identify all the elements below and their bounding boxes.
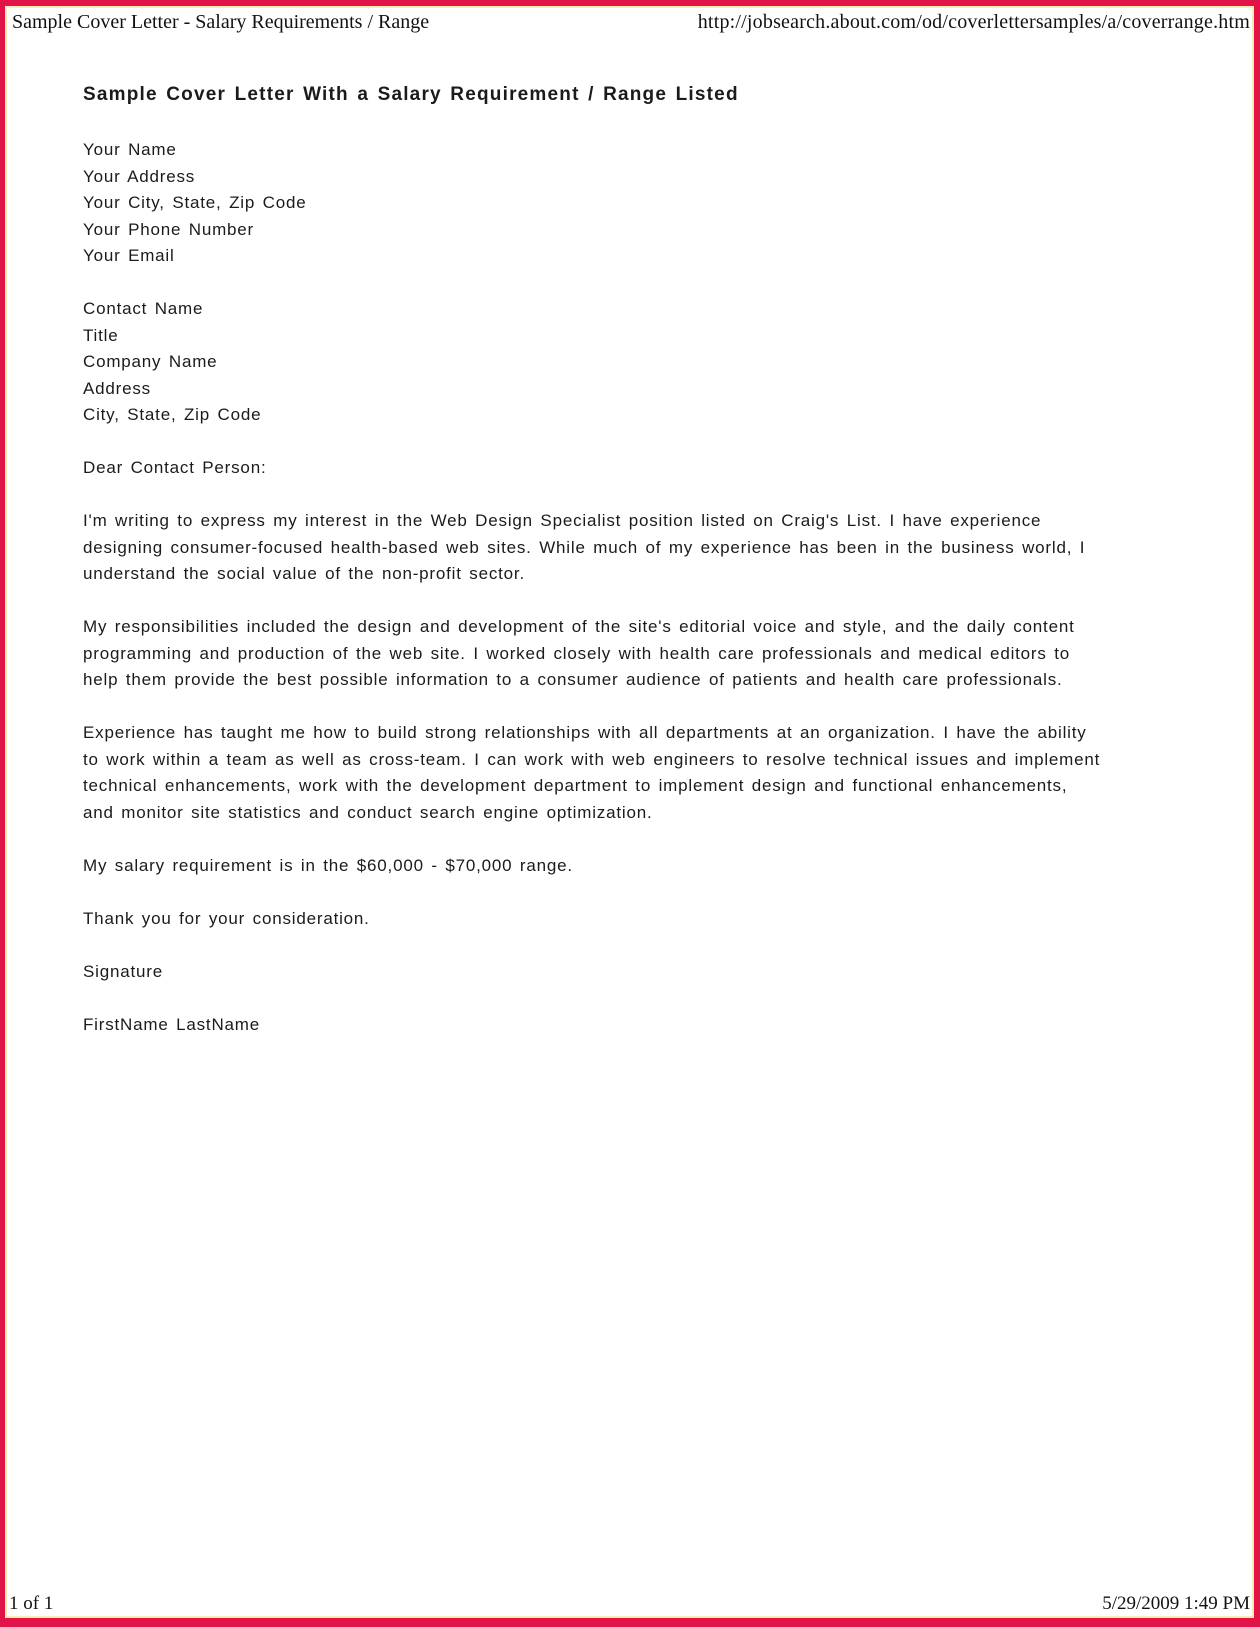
closing-line <box>83 906 1222 933</box>
paragraph-line: understand the social value of the non-profit sector. <box>83 564 525 583</box>
page-number: 1 of 1 <box>9 1593 54 1614</box>
paragraph-line: and monitor site statistics and conduct search engine optimization. <box>83 802 653 822</box>
recipient-city-line: City, State, Zip Code <box>83 405 262 424</box>
salutation-line <box>83 455 1222 482</box>
typed-name-line <box>83 1012 1222 1039</box>
recipient-title-line: Title <box>83 325 119 345</box>
closing-text: Thank you for your consideration. <box>83 908 370 928</box>
paragraph-line: My responsibilities included the design and development of the site's editorial voice and style, and the daily content <box>83 617 1075 636</box>
paragraph-interest <box>83 508 1222 588</box>
print-header <box>12 11 1250 34</box>
paragraph-responsibilities <box>83 614 1222 694</box>
paragraph-line: programming and production of the web site. I worked closely with health care professionals and medical editors to <box>83 643 1070 663</box>
paragraph-experience <box>83 720 1222 826</box>
recipient-name-line: Contact Name <box>83 299 204 318</box>
cover-letter-document <box>83 84 1222 1065</box>
sender-name-line: Your Name <box>83 140 177 159</box>
paragraph-line: to work within a team as well as cross-team. I can work with web engineers to resolve technical issues and implement <box>83 749 1101 769</box>
paragraph-line: help them provide the best possible information to a consumer audience of patients and health care professionals. <box>83 670 1063 689</box>
print-footer <box>9 1593 1250 1615</box>
signature-text: Signature <box>83 961 163 981</box>
paragraph-line: Experience has taught me how to build strong relationships with all departments at an organization. I have the ability <box>83 723 1087 742</box>
recipient-address-line: Address <box>83 378 151 398</box>
salary-text: My salary requirement is in the $60,000 - $70,000 range. <box>83 855 573 875</box>
sender-email-line: Your Email <box>83 246 175 265</box>
recipient-company-line: Company Name <box>83 352 218 371</box>
page-inner-frame <box>5 6 1254 1618</box>
print-header-url: http://jobsearch.about.com/od/coverlettersamples/a/coverrange.htm <box>697 11 1250 33</box>
salary-requirement-line <box>83 853 1222 880</box>
recipient-address-block <box>83 296 1222 429</box>
sender-city-line: Your City, State, Zip Code <box>83 193 307 212</box>
letter-heading: Sample Cover Letter With a Salary Requirement / Range Listed <box>83 84 739 105</box>
paragraph-line: I'm writing to express my interest in the Web Design Specialist position listed on Craig's List. I have experience <box>83 511 1042 530</box>
sender-address-block <box>83 137 1222 270</box>
sender-phone-line: Your Phone Number <box>83 219 255 239</box>
print-header-title: Sample Cover Letter - Salary Requirements / Range <box>12 11 430 33</box>
print-timestamp: 5/29/2009 1:49 PM <box>1102 1593 1250 1614</box>
paragraph-line: designing consumer-focused health-based web sites. While much of my experience has been in the business world, I <box>83 537 1086 557</box>
paragraph-line: technical enhancements, work with the development department to implement design and functional enhancements, <box>83 776 1068 795</box>
signature-line <box>83 959 1222 986</box>
sender-address-line: Your Address <box>83 166 196 186</box>
typed-name-text: FirstName LastName <box>83 1014 260 1034</box>
salutation-text: Dear Contact Person: <box>83 458 267 477</box>
